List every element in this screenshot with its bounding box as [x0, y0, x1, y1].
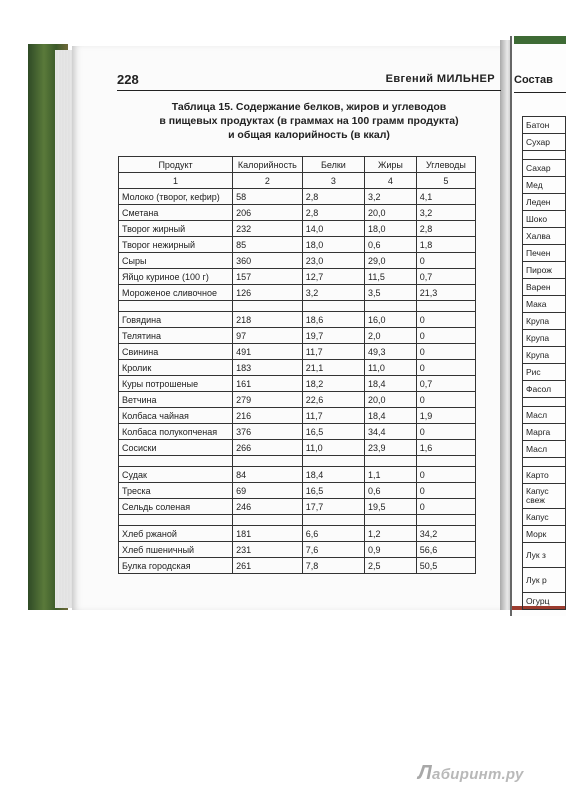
table-row: [523, 593, 566, 610]
value-cell: 0: [416, 499, 475, 515]
table-row: [523, 160, 566, 177]
value-cell: 23,0: [302, 253, 364, 269]
table-row: [523, 134, 566, 151]
product-name-cell: Фасол: [523, 381, 566, 398]
empty-cell: [302, 301, 364, 312]
table-row: [119, 440, 476, 456]
column-header: Продукт: [119, 157, 233, 173]
table-row: [119, 483, 476, 499]
table-row: [523, 228, 566, 245]
table-row: [119, 424, 476, 440]
value-cell: 0: [416, 392, 475, 408]
table-row: [523, 526, 566, 543]
value-cell: 1,8: [416, 237, 475, 253]
value-cell: 18,0: [365, 221, 417, 237]
value-cell: 11,0: [365, 360, 417, 376]
value-cell: 11,7: [302, 344, 364, 360]
value-cell: 157: [233, 269, 303, 285]
table-row: [523, 117, 566, 134]
value-cell: 84: [233, 467, 303, 483]
product-name-cell: Крупа: [523, 313, 566, 330]
value-cell: 2,8: [416, 221, 475, 237]
product-name-cell: Треска: [119, 483, 233, 499]
value-cell: 0,6: [365, 237, 417, 253]
empty-cell: [523, 398, 566, 407]
table-row: [119, 344, 476, 360]
table-row: [523, 245, 566, 262]
right-page-header: Состав: [514, 74, 566, 93]
group-separator-row: [119, 515, 476, 526]
value-cell: 0,7: [416, 269, 475, 285]
table-row: [119, 360, 476, 376]
value-cell: 7,6: [302, 542, 364, 558]
empty-cell: [365, 456, 417, 467]
value-cell: 0: [416, 253, 475, 269]
product-name-cell: Судак: [119, 467, 233, 483]
value-cell: 22,6: [302, 392, 364, 408]
value-cell: 206: [233, 205, 303, 221]
table-row: [119, 542, 476, 558]
value-cell: 56,6: [416, 542, 475, 558]
value-cell: 16,5: [302, 483, 364, 499]
value-cell: 16,0: [365, 312, 417, 328]
table-row: [523, 296, 566, 313]
table-row: [119, 221, 476, 237]
empty-cell: [119, 456, 233, 467]
value-cell: 126: [233, 285, 303, 301]
product-name-cell: Варен: [523, 279, 566, 296]
product-name-cell: Мороженое сливочное: [119, 285, 233, 301]
empty-cell: [119, 301, 233, 312]
column-number: 1: [119, 173, 233, 189]
value-cell: 0: [416, 312, 475, 328]
product-name-cell: Капус свеж: [523, 484, 566, 509]
value-cell: 2,8: [302, 189, 364, 205]
table-row: [523, 279, 566, 296]
value-cell: 14,0: [302, 221, 364, 237]
table-row: [523, 177, 566, 194]
value-cell: 58: [233, 189, 303, 205]
value-cell: 50,5: [416, 558, 475, 574]
product-name-cell: Кролик: [119, 360, 233, 376]
value-cell: 4,1: [416, 189, 475, 205]
value-cell: 376: [233, 424, 303, 440]
value-cell: 0: [416, 483, 475, 499]
table-row: [523, 441, 566, 458]
value-cell: 0: [416, 467, 475, 483]
value-cell: 491: [233, 344, 303, 360]
value-cell: 0: [416, 344, 475, 360]
value-cell: 29,0: [365, 253, 417, 269]
value-cell: 232: [233, 221, 303, 237]
empty-cell: [233, 456, 303, 467]
title-line: и общая калорийность (в ккал): [228, 129, 390, 141]
product-name-cell: Яйцо куриное (100 г): [119, 269, 233, 285]
value-cell: 2,8: [302, 205, 364, 221]
product-name-cell: Хлеб пшеничный: [119, 542, 233, 558]
value-cell: 6,6: [302, 526, 364, 542]
table-row: [119, 526, 476, 542]
table-row: [119, 499, 476, 515]
right-cover-top: [514, 36, 566, 44]
column-number: 4: [365, 173, 417, 189]
empty-cell: [233, 301, 303, 312]
product-name-cell: Крупа: [523, 347, 566, 364]
product-name-cell: Колбаса полукопченая: [119, 424, 233, 440]
value-cell: 2,0: [365, 328, 417, 344]
table-row: [523, 484, 566, 509]
product-name-cell: Масл: [523, 407, 566, 424]
value-cell: 216: [233, 408, 303, 424]
table-row: [523, 424, 566, 441]
product-name-cell: Морк: [523, 526, 566, 543]
product-name-cell: Пирож: [523, 262, 566, 279]
value-cell: 12,7: [302, 269, 364, 285]
value-cell: 1,6: [416, 440, 475, 456]
table-row: [119, 558, 476, 574]
value-cell: 0,6: [365, 483, 417, 499]
value-cell: 11,7: [302, 408, 364, 424]
watermark-initial: Л: [418, 762, 433, 784]
column-header: Белки: [302, 157, 364, 173]
empty-cell: [523, 151, 566, 160]
watermark-text: абиринт.ру: [432, 766, 524, 783]
product-name-cell: Марга: [523, 424, 566, 441]
empty-cell: [233, 515, 303, 526]
product-name-cell: Булка городская: [119, 558, 233, 574]
value-cell: 1,1: [365, 467, 417, 483]
watermark-logo: [418, 762, 524, 785]
table-row: [523, 364, 566, 381]
product-name-cell: Сахар: [523, 160, 566, 177]
group-separator-row: [119, 301, 476, 312]
table-row: [523, 381, 566, 398]
table-row: [119, 269, 476, 285]
product-name-cell: Сосиски: [119, 440, 233, 456]
right-table-body: [523, 117, 566, 610]
empty-cell: [416, 301, 475, 312]
empty-cell: [119, 515, 233, 526]
product-name-cell: Печен: [523, 245, 566, 262]
value-cell: 2,5: [365, 558, 417, 574]
empty-cell: [365, 301, 417, 312]
product-name-cell: Халва: [523, 228, 566, 245]
product-name-cell: Колбаса чайная: [119, 408, 233, 424]
column-header: Углеводы: [416, 157, 475, 173]
group-separator-row: [523, 458, 566, 467]
table-row: [523, 330, 566, 347]
table-row: [523, 194, 566, 211]
product-name-cell: Сухар: [523, 134, 566, 151]
value-cell: 85: [233, 237, 303, 253]
value-cell: 1,9: [416, 408, 475, 424]
product-name-cell: Куры потрошеные: [119, 376, 233, 392]
value-cell: 161: [233, 376, 303, 392]
value-cell: 18,4: [302, 467, 364, 483]
value-cell: 20,0: [365, 392, 417, 408]
table-row: [523, 211, 566, 228]
table-row: [523, 509, 566, 526]
product-name-cell: Мака: [523, 296, 566, 313]
table-row: [119, 467, 476, 483]
table-row: [119, 205, 476, 221]
value-cell: 3,5: [365, 285, 417, 301]
value-cell: 0: [416, 424, 475, 440]
empty-cell: [416, 456, 475, 467]
value-cell: 266: [233, 440, 303, 456]
value-cell: 17,7: [302, 499, 364, 515]
table-row: [119, 392, 476, 408]
product-name-cell: Лук з: [523, 543, 566, 568]
value-cell: 0,7: [416, 376, 475, 392]
product-name-cell: Свинина: [119, 344, 233, 360]
column-number: 5: [416, 173, 475, 189]
table-header-row: [119, 157, 476, 173]
page-number: 228: [117, 72, 139, 87]
table-row: [523, 262, 566, 279]
right-page-table: [522, 116, 566, 610]
value-cell: 7,8: [302, 558, 364, 574]
empty-cell: [523, 458, 566, 467]
table-row: [119, 285, 476, 301]
table-row: [523, 313, 566, 330]
value-cell: 20,0: [365, 205, 417, 221]
value-cell: 218: [233, 312, 303, 328]
product-name-cell: Ветчина: [119, 392, 233, 408]
table-row: [523, 568, 566, 593]
value-cell: 231: [233, 542, 303, 558]
product-name-cell: Капус: [523, 509, 566, 526]
value-cell: 18,6: [302, 312, 364, 328]
value-cell: 19,7: [302, 328, 364, 344]
table-row: [523, 347, 566, 364]
value-cell: 3,2: [302, 285, 364, 301]
value-cell: 49,3: [365, 344, 417, 360]
table-row: [119, 376, 476, 392]
table-row: [523, 543, 566, 568]
product-name-cell: Сметана: [119, 205, 233, 221]
value-cell: 69: [233, 483, 303, 499]
value-cell: 11,5: [365, 269, 417, 285]
product-name-cell: Крупа: [523, 330, 566, 347]
value-cell: 261: [233, 558, 303, 574]
value-cell: 360: [233, 253, 303, 269]
table-body: [119, 189, 476, 574]
value-cell: 19,5: [365, 499, 417, 515]
value-cell: 23,9: [365, 440, 417, 456]
value-cell: 16,5: [302, 424, 364, 440]
column-header: Жиры: [365, 157, 417, 173]
nutrition-table: [118, 156, 476, 574]
product-name-cell: Сыры: [119, 253, 233, 269]
value-cell: 279: [233, 392, 303, 408]
value-cell: 34,2: [416, 526, 475, 542]
product-name-cell: Леден: [523, 194, 566, 211]
product-name-cell: Молоко (творог, кефир): [119, 189, 233, 205]
product-name-cell: Огурц: [523, 593, 566, 610]
value-cell: 21,3: [416, 285, 475, 301]
table-row: [523, 467, 566, 484]
value-cell: 18,4: [365, 408, 417, 424]
running-author: Евгений МИЛЬНЕР: [385, 73, 495, 85]
value-cell: 21,1: [302, 360, 364, 376]
product-name-cell: Телятина: [119, 328, 233, 344]
column-number: 2: [233, 173, 303, 189]
value-cell: 18,0: [302, 237, 364, 253]
product-name-cell: Карто: [523, 467, 566, 484]
table-row: [119, 328, 476, 344]
value-cell: 18,4: [365, 376, 417, 392]
value-cell: 0,9: [365, 542, 417, 558]
product-name-cell: Творог нежирный: [119, 237, 233, 253]
product-name-cell: Творог жирный: [119, 221, 233, 237]
product-name-cell: Мед: [523, 177, 566, 194]
value-cell: 34,4: [365, 424, 417, 440]
value-cell: 0: [416, 328, 475, 344]
table-title: [117, 100, 501, 142]
product-name-cell: Шоко: [523, 211, 566, 228]
group-separator-row: [523, 151, 566, 160]
value-cell: 18,2: [302, 376, 364, 392]
table-row: [119, 189, 476, 205]
table-row: [119, 253, 476, 269]
title-line: Таблица 15. Содержание белков, жиров и углеводов: [171, 101, 447, 113]
value-cell: 11,0: [302, 440, 364, 456]
value-cell: 0: [416, 360, 475, 376]
table-row: [119, 312, 476, 328]
running-header: [117, 72, 501, 91]
column-number: 3: [302, 173, 364, 189]
value-cell: 181: [233, 526, 303, 542]
table-row: [119, 408, 476, 424]
value-cell: 3,2: [365, 189, 417, 205]
table-row: [523, 407, 566, 424]
empty-cell: [302, 515, 364, 526]
empty-cell: [416, 515, 475, 526]
product-name-cell: Хлеб ржаной: [119, 526, 233, 542]
column-header: Калорийность: [233, 157, 303, 173]
product-name-cell: Говядина: [119, 312, 233, 328]
product-name-cell: Сельдь соленая: [119, 499, 233, 515]
value-cell: 246: [233, 499, 303, 515]
value-cell: 97: [233, 328, 303, 344]
value-cell: 1,2: [365, 526, 417, 542]
empty-cell: [365, 515, 417, 526]
group-separator-row: [119, 456, 476, 467]
product-name-cell: Батон: [523, 117, 566, 134]
product-name-cell: Лук р: [523, 568, 566, 593]
product-name-cell: Рис: [523, 364, 566, 381]
product-name-cell: Масл: [523, 441, 566, 458]
group-separator-row: [523, 398, 566, 407]
value-cell: 183: [233, 360, 303, 376]
column-number-row: [119, 173, 476, 189]
title-line: в пищевых продуктах (в граммах на 100 грамм продукта): [159, 115, 459, 127]
empty-cell: [302, 456, 364, 467]
value-cell: 3,2: [416, 205, 475, 221]
table-row: [119, 237, 476, 253]
